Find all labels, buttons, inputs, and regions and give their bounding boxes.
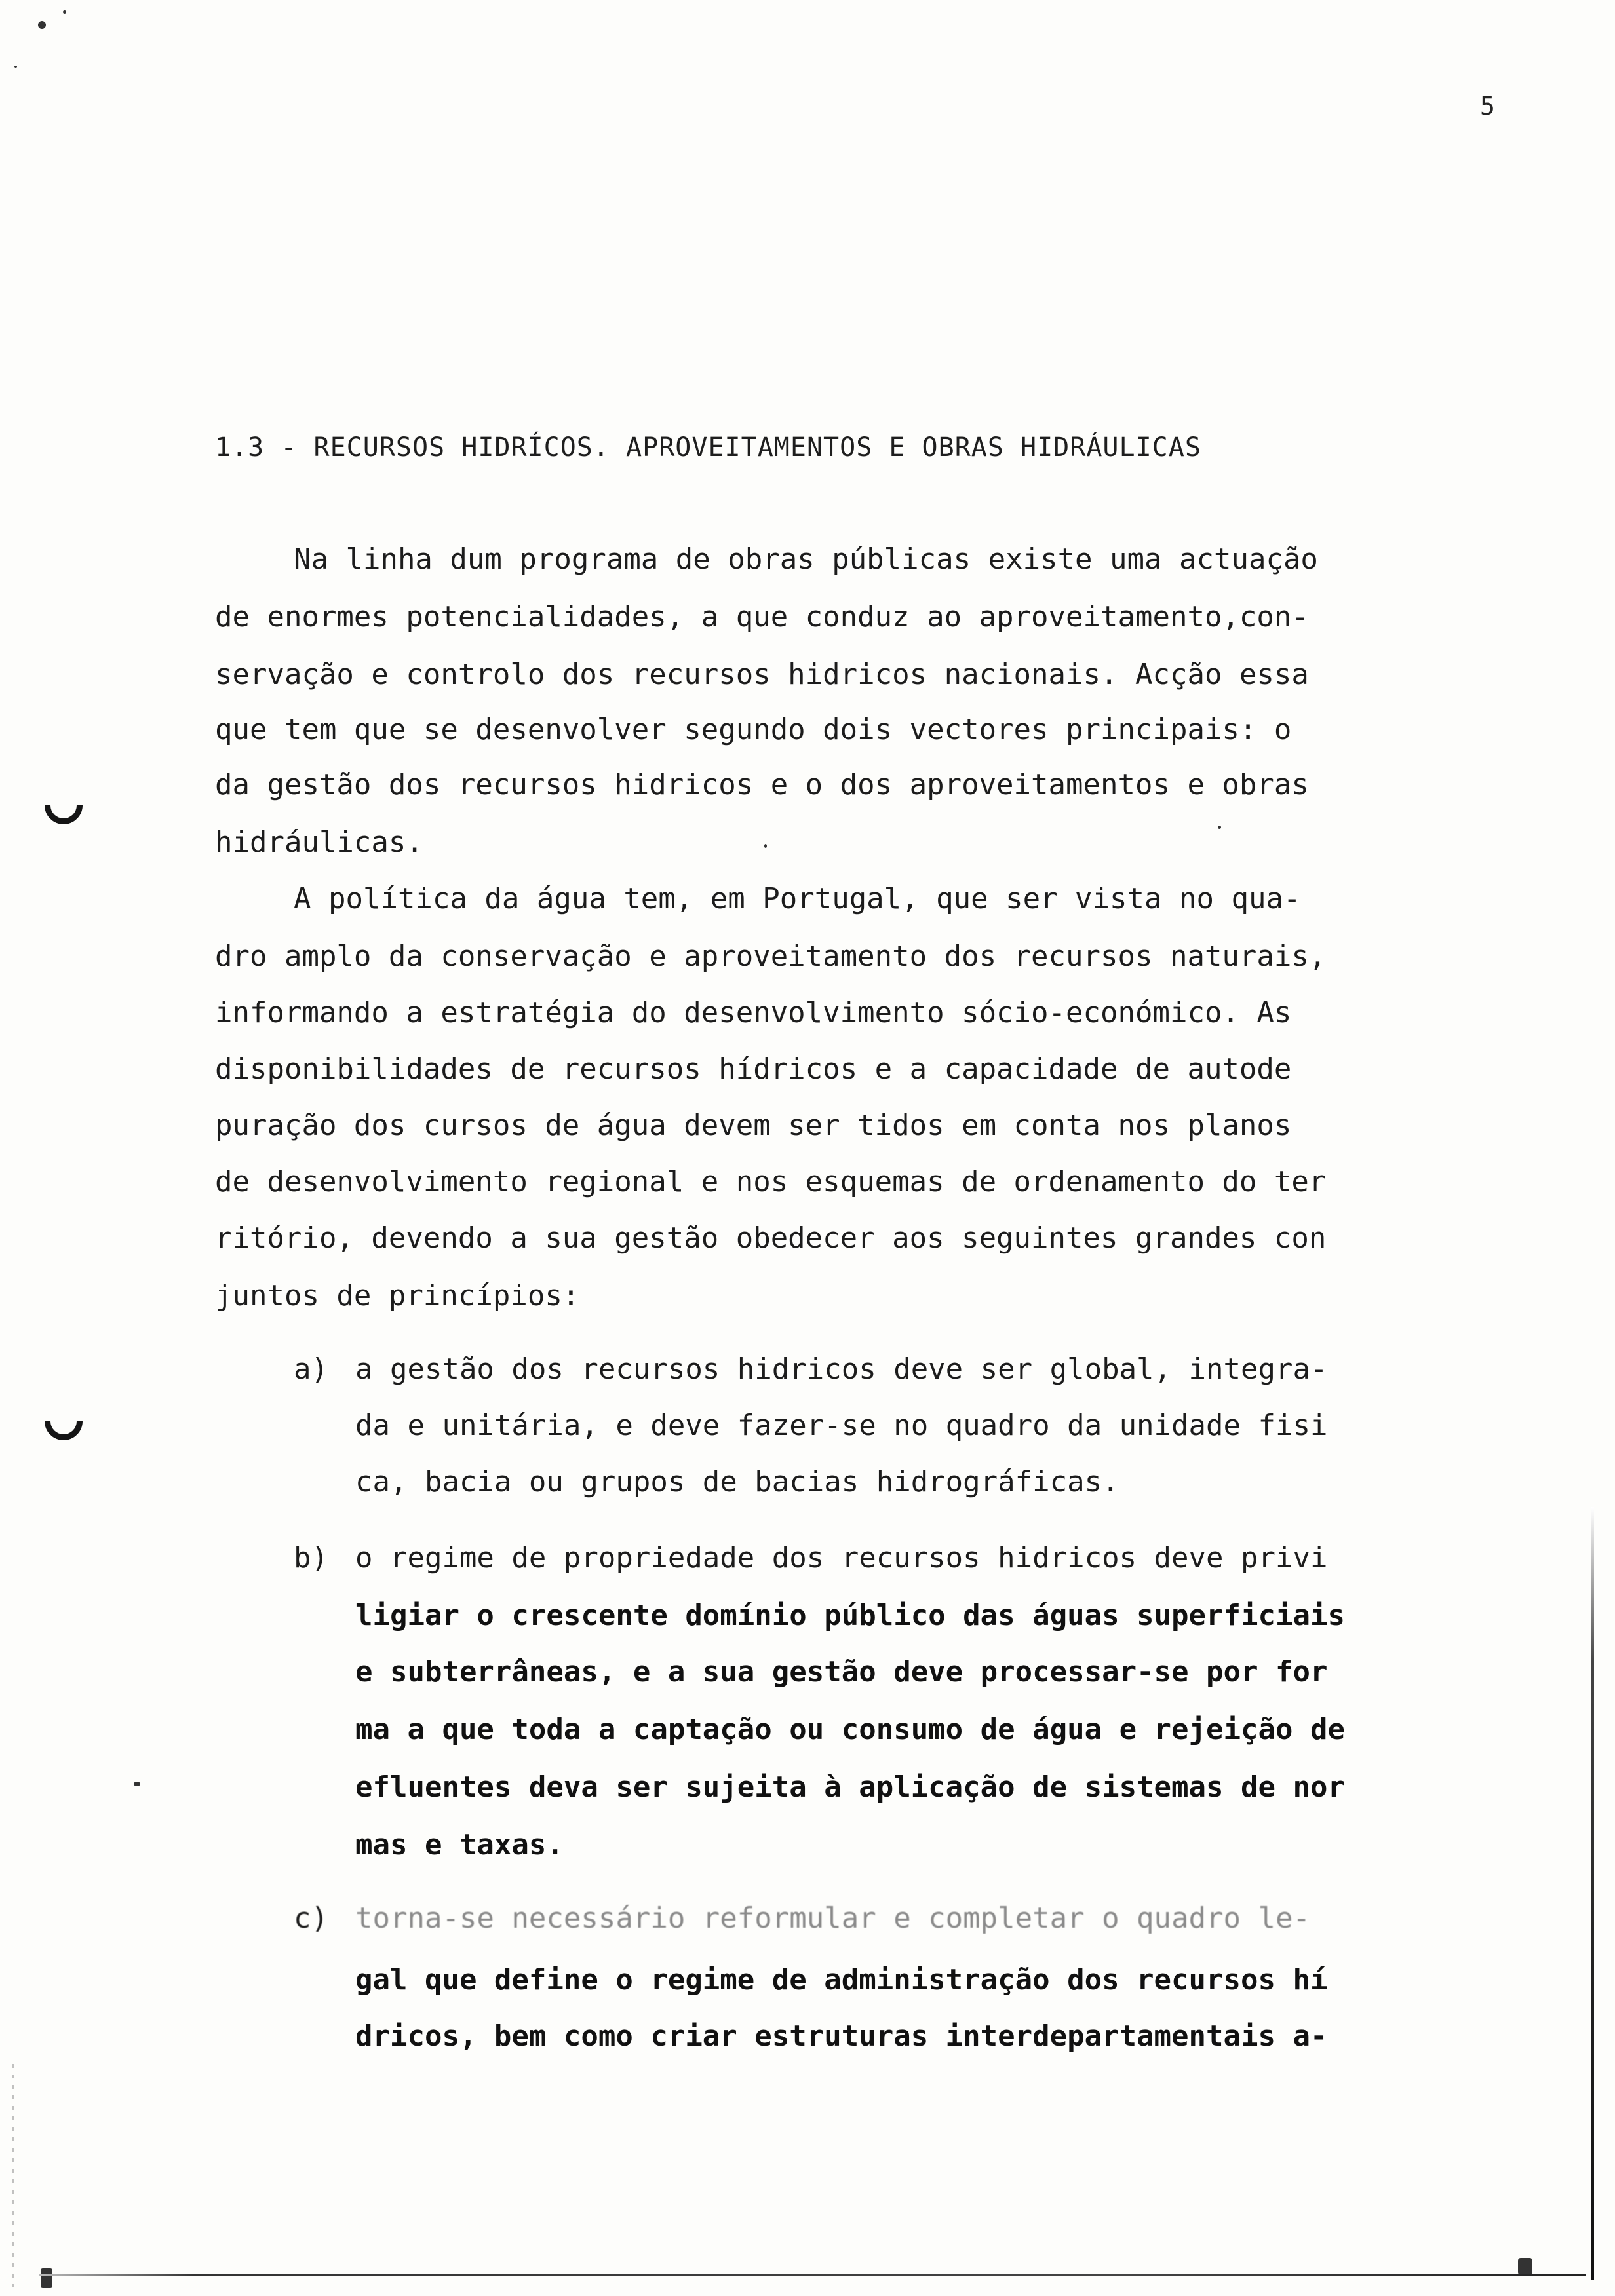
list-item-line: gal que define o regime de administração dos recursos hí (355, 1963, 1328, 1997)
scan-speck (63, 10, 66, 14)
paragraph-1-line: hidráulicas. (215, 826, 423, 859)
scan-speck (1218, 826, 1221, 829)
paragraph-2-line: de desenvolvimento regional e nos esquemas de ordenamento do ter (215, 1165, 1327, 1198)
scan-speck (1518, 2258, 1532, 2275)
list-item-line: dricos, bem como criar estruturas interdepartamentais a- (355, 2019, 1328, 2053)
list-item-line: o regime de propriedade dos recursos hidricos deve privi (355, 1541, 1328, 1575)
paragraph-2-line: juntos de princípios: (215, 1279, 580, 1312)
scan-speck (764, 844, 767, 848)
list-item-label: c) (294, 1902, 328, 1935)
page-edge-bottom (39, 2274, 1586, 2276)
scan-speck (134, 1782, 140, 1786)
scan-edge-noise (12, 2064, 14, 2287)
list-item-line: ca, bacia ou grupos de bacias hidrográficas. (355, 1465, 1119, 1499)
paragraph-1-line: Na linha dum programa de obras públicas existe uma actuação (294, 543, 1318, 576)
list-item-label: b) (294, 1541, 328, 1575)
list-item-line: torna-se necessário reformular e completar o quadro le- (355, 1902, 1310, 1935)
paragraph-1-line: de enormes potencialidades, a que conduz ao aproveitamento,con- (215, 600, 1309, 634)
list-item-line: ma a que toda a captação ou consumo de água e rejeição de (355, 1713, 1345, 1746)
paragraph-1-line: servação e controlo dos recursos hidricos nacionais. Acção essa (215, 658, 1309, 691)
paragraph-2-line: ritório, devendo a sua gestão obedecer aos seguintes grandes con (215, 1221, 1327, 1255)
paragraph-2-line: informando a estratégia do desenvolvimento sócio-económico. As (215, 996, 1292, 1029)
binder-hole-mark (37, 1394, 90, 1448)
list-item-line: efluentes deva ser sujeita à aplicação de sistemas de nor (355, 1770, 1345, 1804)
paragraph-2-line: puração dos cursos de água devem ser tidos em conta nos planos (215, 1109, 1292, 1142)
scan-speck (38, 21, 46, 29)
paragraph-2-line: dro amplo da conservação e aproveitamento dos recursos naturais, (215, 940, 1327, 973)
scan-speck (14, 66, 17, 68)
list-item-line: ligiar o crescente domínio público das águas superficiais (355, 1599, 1345, 1632)
list-item-line: a gestão dos recursos hidricos deve ser global, integra- (355, 1352, 1328, 1386)
list-item-line: da e unitária, e deve fazer-se no quadro da unidade fisi (355, 1409, 1328, 1442)
binder-hole-mark (37, 778, 90, 832)
paragraph-2-line: A política da água tem, em Portugal, que ser vista no qua- (294, 882, 1301, 915)
scan-speck (41, 2268, 52, 2288)
list-item-label: a) (294, 1352, 328, 1386)
list-item-line: e subterrâneas, e a sua gestão deve processar-se por for (355, 1655, 1328, 1689)
paragraph-2-line: disponibilidades de recursos hídricos e a capacidade de autode (215, 1052, 1292, 1086)
paragraph-1-line: da gestão dos recursos hidricos e o dos aproveitamentos e obras (215, 768, 1309, 801)
paragraph-1-line: que tem que se desenvolver segundo dois vectores principais: o (215, 713, 1292, 746)
list-item-line: mas e taxas. (355, 1828, 564, 1862)
section-heading: 1.3 - RECURSOS HIDRÍCOS. APROVEITAMENTOS E OBRAS HIDRÁULICAS (215, 432, 1201, 463)
page-edge-right (1591, 1507, 1594, 2280)
page-number: 5 (1480, 92, 1495, 121)
